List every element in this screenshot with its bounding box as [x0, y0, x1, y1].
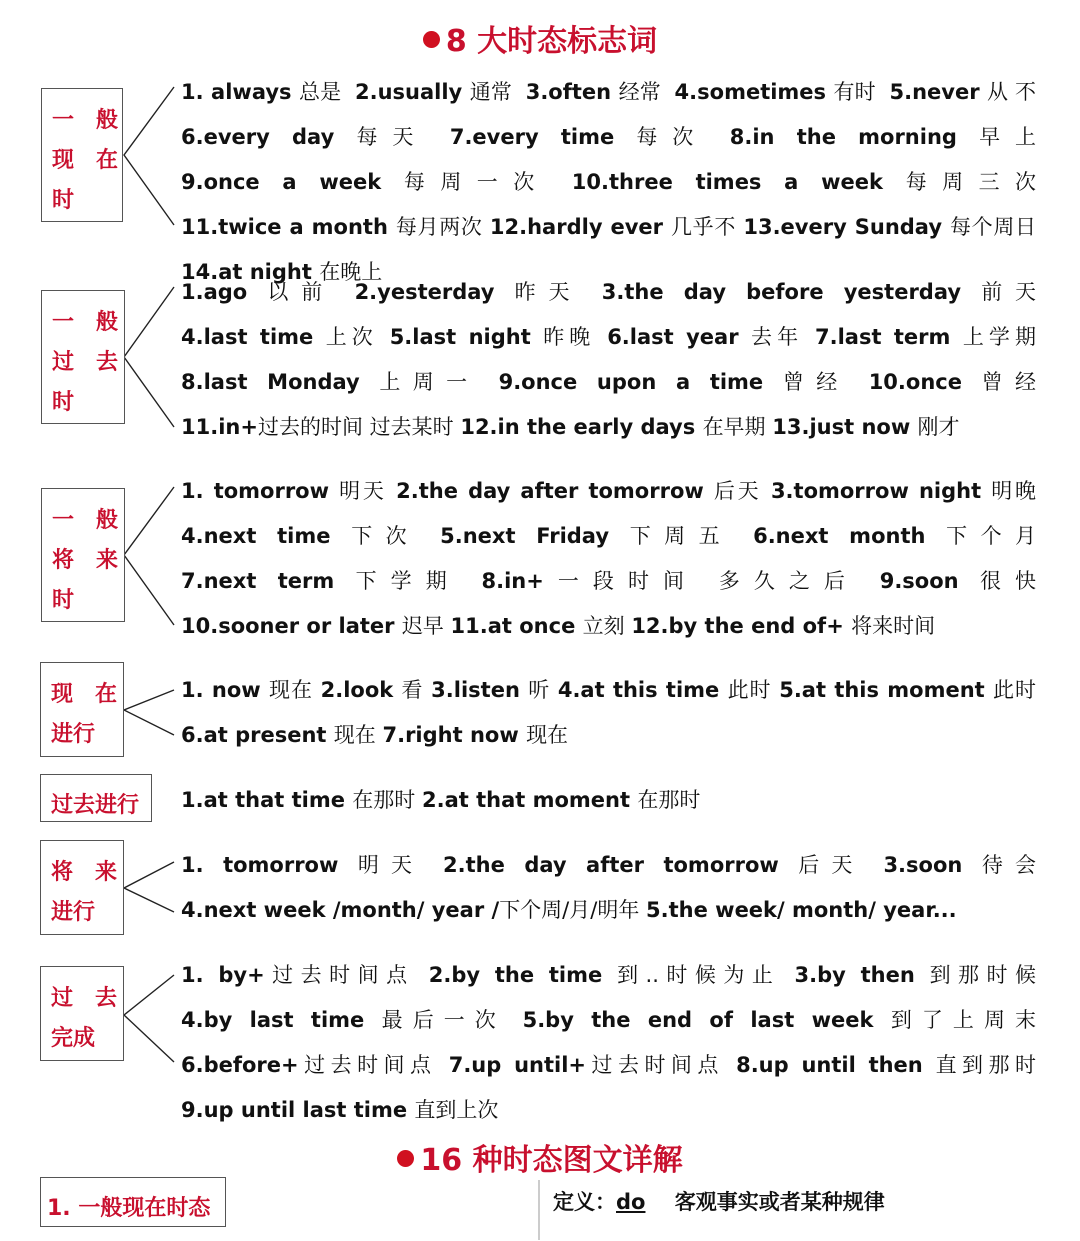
- bracket-connector: [124, 487, 174, 625]
- bracket-connector: [124, 690, 174, 735]
- bracket-connector: [124, 287, 174, 427]
- list-item: 9.once upon a time 曾经: [498, 370, 850, 394]
- label-row: 过 去: [51, 986, 118, 1011]
- list-item: 3.soon 待会: [883, 853, 1036, 877]
- label-simple-past: [41, 290, 125, 424]
- label-row: 进行: [51, 900, 96, 925]
- content-past-perfect: [181, 953, 1036, 1133]
- list-item: 7.next term 下学期: [181, 569, 461, 593]
- list-item: 10.sooner or later 迟早: [181, 614, 444, 638]
- list-item: 12.by the end of+ 将来时间: [631, 614, 936, 638]
- list-item: 2.the day after tomorrow 后天: [396, 479, 762, 503]
- label-row: 现 在: [51, 682, 118, 707]
- label-row: 进行: [51, 722, 96, 747]
- list-item: 5.never 从 不: [889, 80, 1037, 104]
- definition-text: 客观事实或者某种规律: [674, 1190, 885, 1214]
- content-simple-past: [181, 270, 1036, 450]
- list-item: 13.every Sunday 每个周日: [743, 215, 1036, 239]
- list-item: 8.in+一段时间 多久之后: [481, 569, 859, 593]
- label-row: 一 般: [52, 108, 119, 133]
- label-simple-future: [41, 488, 125, 622]
- content-past-continuous: [181, 778, 1036, 823]
- list-item: 6.before+过去时间点: [181, 1053, 437, 1077]
- list-item: 11.at once 立刻: [450, 614, 625, 638]
- label-past-perfect: [40, 966, 124, 1061]
- list-item: 11.twice a month 每月两次: [181, 215, 483, 239]
- content-future-continuous: [181, 843, 1036, 933]
- label-past-continuous: [40, 774, 152, 822]
- list-item: 1. by+过去时间点: [181, 963, 415, 987]
- list-item: 7.every time 每次: [449, 125, 709, 149]
- list-item: 5.at this moment 此时: [779, 678, 1036, 702]
- definition-prefix: 定义：: [553, 1190, 616, 1214]
- label-row: 将 来: [51, 860, 118, 885]
- list-item: 2.by the time 到..时候为止: [428, 963, 781, 987]
- definition: [553, 1186, 885, 1216]
- divider: [538, 1180, 540, 1240]
- list-item: 3.by then 到那时候: [794, 963, 1037, 987]
- definition-word: do: [616, 1190, 646, 1214]
- list-item: 4.by last time 最后一次: [181, 1008, 506, 1032]
- list-item: 4.sometimes 有时: [674, 80, 876, 104]
- list-item: 9.up until last time 直到上次: [181, 1098, 499, 1122]
- list-item: 5.next Friday 下周五: [440, 524, 733, 548]
- list-item: 9.once a week 每周一次: [181, 170, 550, 194]
- list-item: 4.next week /month/ year /下个周/月/明年: [181, 898, 640, 922]
- list-item: 2.yesterday 昨天: [354, 280, 583, 304]
- main-title: 8 大时态标志词: [0, 16, 1080, 60]
- list-item: 2.the day after tomorrow 后天: [443, 853, 865, 877]
- list-item: 8.up until then 直到那时: [736, 1053, 1037, 1077]
- list-item: 5.the week/ month/ year...: [646, 898, 957, 922]
- list-item: 2.look 看: [320, 678, 424, 702]
- list-item: 2.at that moment 在那时: [421, 788, 701, 812]
- list-item: 5.last night 昨晚: [389, 325, 596, 349]
- list-item: 1. tomorrow 明天: [181, 853, 425, 877]
- bracket-connector: [124, 975, 174, 1062]
- bracket-connector: [124, 87, 174, 225]
- list-item: 9.soon 很快: [879, 569, 1036, 593]
- list-item: 6.every day 每天: [181, 125, 429, 149]
- list-item: 12.in the early days 在早期: [460, 415, 766, 439]
- list-item: 1.ago 以前: [181, 280, 336, 304]
- list-item: 12.hardly ever 几乎不: [489, 215, 736, 239]
- bracket-connector: [124, 862, 174, 912]
- list-item: 14.at night 在晚上: [181, 260, 383, 284]
- list-item: 7.right now 现在: [382, 723, 569, 747]
- content-simple-future: [181, 469, 1036, 649]
- list-item: 2.usually 通常: [355, 80, 513, 104]
- list-item: 5.by the end of last week 到了上周末: [522, 1008, 1036, 1032]
- list-item: 4.at this time 此时: [557, 678, 772, 702]
- label-simple-present: [41, 88, 123, 222]
- list-item: 1. now 现在: [181, 678, 313, 702]
- list-item: 11.in+过去的时间 过去某时: [181, 415, 454, 439]
- label-future-continuous: [40, 840, 124, 935]
- list-item: 6.at present 现在: [181, 723, 376, 747]
- list-item: 3.listen 听: [431, 678, 551, 702]
- list-item: 1. tomorrow 明天: [181, 479, 387, 503]
- list-item: 10.three times a week 每周三次: [571, 170, 1037, 194]
- list-item: 7.last term 上学期: [814, 325, 1037, 349]
- label-row: 时: [52, 588, 75, 613]
- list-item: 1.at that time 在那时: [181, 788, 416, 812]
- section-label: 1. 一般现在时态: [47, 1196, 211, 1221]
- label-row: 时: [52, 390, 75, 415]
- label-row: 一 般: [52, 508, 119, 533]
- list-item: 8.in the morning 早上: [729, 125, 1037, 149]
- list-item: 7.up until+过去时间点: [448, 1053, 724, 1077]
- content-present-continuous: [181, 668, 1036, 758]
- label-row: 时: [52, 188, 75, 213]
- list-item: 3.the day before yesterday 前天: [601, 280, 1037, 304]
- list-item: 3.often 经常: [525, 80, 661, 104]
- label-row: 将 来: [52, 548, 119, 573]
- list-item: 3.tomorrow night 明晚: [770, 479, 1037, 503]
- content-simple-present: [181, 70, 1036, 295]
- section-title: 16 种时态图文详解: [0, 1135, 1080, 1179]
- list-item: 6.next month 下个月: [753, 524, 1037, 548]
- label-row: 现 在: [52, 148, 119, 173]
- section-label-box: [40, 1177, 226, 1227]
- list-item: 8.last Monday 上周一: [181, 370, 480, 394]
- label-row: 完成: [51, 1026, 96, 1051]
- label-row: 过去进行: [51, 793, 140, 818]
- list-item: 13.just now 刚才: [772, 415, 960, 439]
- label-row: 一 般: [52, 310, 119, 335]
- red-bullet-icon: [397, 1150, 414, 1167]
- list-item: 1. always 总是: [181, 80, 342, 104]
- list-item: 6.last year 去年: [607, 325, 804, 349]
- label-present-continuous: [40, 662, 124, 757]
- list-item: 4.next time 下次: [181, 524, 421, 548]
- label-row: 过 去: [52, 350, 119, 375]
- list-item: 10.once 曾经: [868, 370, 1037, 394]
- list-item: 4.last time 上次: [181, 325, 378, 349]
